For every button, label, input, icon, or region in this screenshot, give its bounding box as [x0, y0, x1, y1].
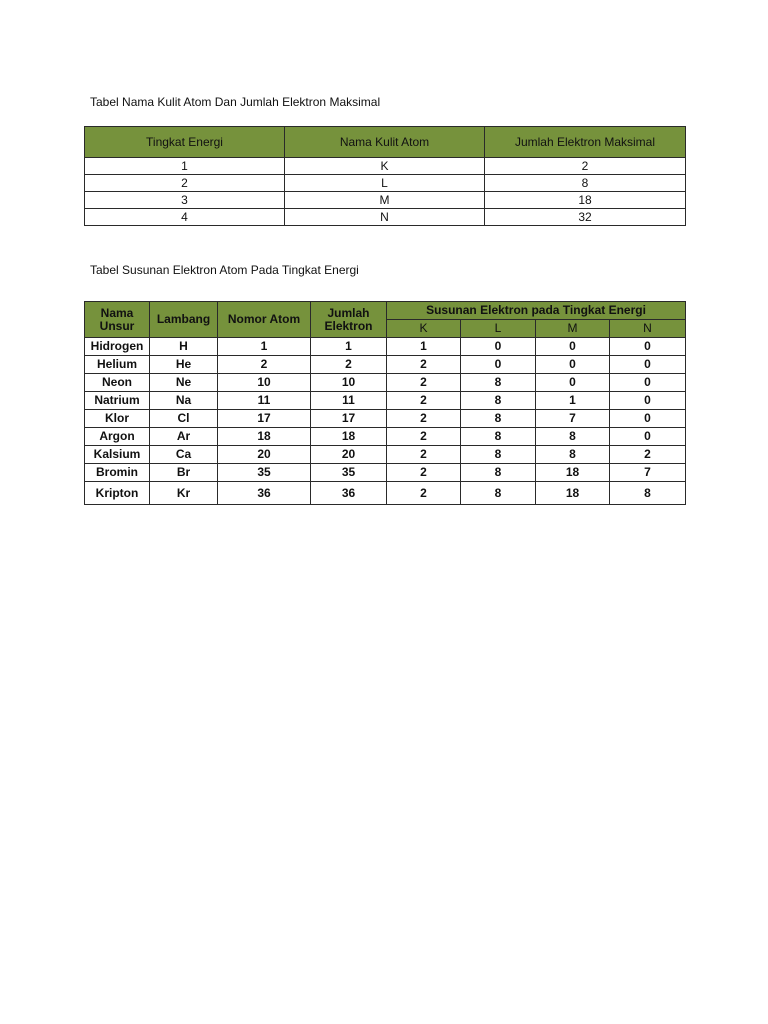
table-cell: 18 [311, 428, 387, 446]
table-cell: 2 [387, 410, 461, 428]
table-row [85, 192, 686, 209]
table-cell: 2 [387, 374, 461, 392]
table-cell: 18 [485, 192, 686, 209]
table-cell: 36 [311, 482, 387, 505]
table-cell: 10 [218, 374, 311, 392]
table-cell: Br [150, 464, 218, 482]
table-header-row [85, 127, 686, 158]
table-cell: 1 [218, 338, 311, 356]
table-cell: 0 [610, 338, 686, 356]
table-cell: Kr [150, 482, 218, 505]
table-cell: Na [150, 392, 218, 410]
table-cell: 10 [311, 374, 387, 392]
table-cell: 11 [218, 392, 311, 410]
table-cell: Bromin [85, 464, 150, 482]
table-cell: 18 [536, 482, 610, 505]
table-cell: N [285, 209, 485, 226]
table-cell: Kripton [85, 482, 150, 505]
table-cell: Cl [150, 410, 218, 428]
table-cell: 0 [610, 356, 686, 374]
column-header-nomor-atom: Nomor Atom [218, 302, 311, 338]
table-cell: Hidrogen [85, 338, 150, 356]
table-cell: Kalsium [85, 446, 150, 464]
column-header-susunan-elektron: Susunan Elektron pada Tingkat Energi [387, 302, 686, 320]
table-cell: 2 [387, 392, 461, 410]
table-cell: 20 [218, 446, 311, 464]
table-cell: H [150, 338, 218, 356]
table-cell: 0 [461, 338, 536, 356]
table-cell: 17 [218, 410, 311, 428]
table-cell: 2 [387, 482, 461, 505]
table-row [85, 158, 686, 175]
table-cell: 18 [218, 428, 311, 446]
table-cell: 0 [536, 374, 610, 392]
table-cell: 2 [387, 446, 461, 464]
table-cell: Helium [85, 356, 150, 374]
column-header-shell-k: K [387, 320, 461, 338]
column-header-tingkat-energi: Tingkat Energi [85, 127, 285, 158]
table-cell: 2 [485, 158, 686, 175]
shell-capacity-table [84, 126, 686, 226]
table-2-caption: Tabel Susunan Elektron Atom Pada Tingkat Energi [90, 263, 359, 277]
table-row [85, 392, 686, 410]
table-row [85, 464, 686, 482]
table-cell: 2 [387, 356, 461, 374]
table-row [85, 175, 686, 192]
table-cell: 2 [311, 356, 387, 374]
table-cell: 8 [461, 428, 536, 446]
column-header-shell-l: L [461, 320, 536, 338]
table-cell: 8 [461, 392, 536, 410]
table-cell: Neon [85, 374, 150, 392]
table-cell: 35 [311, 464, 387, 482]
table-cell: 0 [536, 356, 610, 374]
table-cell: 8 [461, 464, 536, 482]
table-cell: He [150, 356, 218, 374]
table-cell: Ar [150, 428, 218, 446]
table-cell: 11 [311, 392, 387, 410]
table-cell: 0 [610, 410, 686, 428]
table-row [85, 374, 686, 392]
table-cell: L [285, 175, 485, 192]
table-cell: Ca [150, 446, 218, 464]
table-cell: 0 [610, 374, 686, 392]
table-cell: Natrium [85, 392, 150, 410]
column-header-nama-unsur: Nama Unsur [85, 302, 150, 338]
table-cell: 8 [485, 175, 686, 192]
table-cell: 2 [387, 428, 461, 446]
table-cell: K [285, 158, 485, 175]
table-header-row [85, 302, 686, 320]
table-cell: 2 [387, 464, 461, 482]
column-header-shell-n: N [610, 320, 686, 338]
table-cell: 1 [387, 338, 461, 356]
table-cell: 8 [461, 374, 536, 392]
table-cell: 0 [461, 356, 536, 374]
electron-configuration-table [84, 301, 686, 505]
table-row [85, 338, 686, 356]
table-row [85, 410, 686, 428]
table-cell: 4 [85, 209, 285, 226]
column-header-jumlah-elektron: Jumlah Elektron [311, 302, 387, 338]
table-cell: 0 [536, 338, 610, 356]
table-cell: 1 [85, 158, 285, 175]
table-row [85, 428, 686, 446]
table-cell: 20 [311, 446, 387, 464]
table-cell: Klor [85, 410, 150, 428]
table-cell: 35 [218, 464, 311, 482]
table-cell: 1 [536, 392, 610, 410]
column-header-jumlah-elektron-maksimal: Jumlah Elektron Maksimal [485, 127, 686, 158]
table-cell: 18 [536, 464, 610, 482]
table-cell: 8 [610, 482, 686, 505]
table-cell: 3 [85, 192, 285, 209]
table-cell: 0 [610, 428, 686, 446]
table-cell: 7 [610, 464, 686, 482]
table-cell: 0 [610, 392, 686, 410]
column-header-shell-m: M [536, 320, 610, 338]
table-row [85, 482, 686, 505]
table-cell: 8 [461, 410, 536, 428]
column-header-lambang: Lambang [150, 302, 218, 338]
table-cell: Argon [85, 428, 150, 446]
column-header-nama-kulit: Nama Kulit Atom [285, 127, 485, 158]
table-row [85, 356, 686, 374]
table-cell: 8 [536, 428, 610, 446]
table-cell: 8 [536, 446, 610, 464]
table-cell: 32 [485, 209, 686, 226]
table-cell: 8 [461, 446, 536, 464]
table-cell: 2 [610, 446, 686, 464]
table-cell: 2 [85, 175, 285, 192]
table-cell: 36 [218, 482, 311, 505]
table-row [85, 209, 686, 226]
table-row [85, 446, 686, 464]
table-cell: 7 [536, 410, 610, 428]
table-cell: 17 [311, 410, 387, 428]
table-cell: 2 [218, 356, 311, 374]
table-cell: M [285, 192, 485, 209]
table-1-caption: Tabel Nama Kulit Atom Dan Jumlah Elektron Maksimal [90, 95, 381, 109]
table-cell: Ne [150, 374, 218, 392]
table-cell: 8 [461, 482, 536, 505]
table-cell: 1 [311, 338, 387, 356]
